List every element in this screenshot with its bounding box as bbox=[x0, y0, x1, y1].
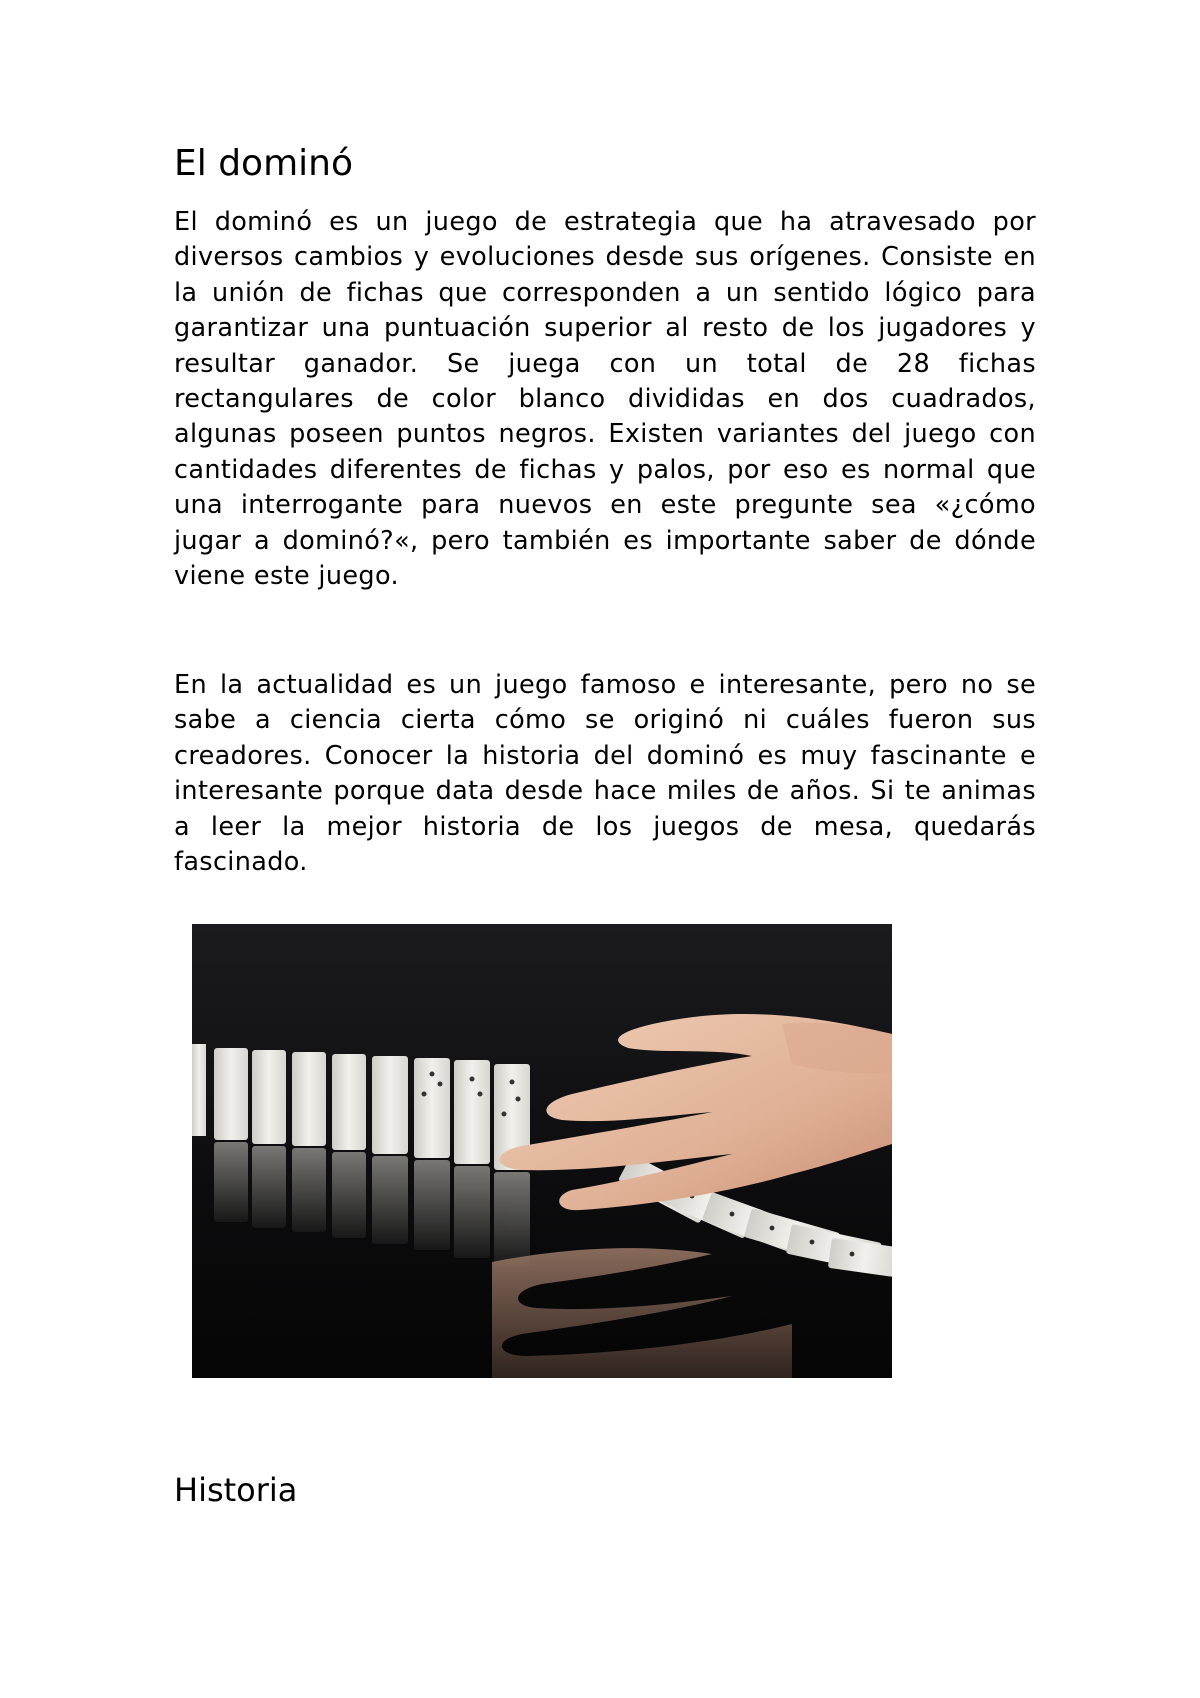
domino-photo bbox=[192, 924, 892, 1378]
document-title: El dominó bbox=[174, 143, 353, 184]
second-paragraph: En la actualidad es un juego famoso e interesante, pero no se sabe a ciencia cierta cómo se originó ni cuáles fueron sus creadores. Conocer la historia del dominó es muy fascinante e interesante porque data desde hace miles de años. Si te animas a leer la mejor historia de los juegos de mesa, quedarás fascinado. bbox=[174, 670, 1036, 878]
section-heading-historia: Historia bbox=[174, 1471, 298, 1509]
intro-paragraph: El dominó es un juego de estrategia que ha atravesado por diversos cambios y evoluciones desde sus orígenes. Consiste en la unión de fichas que corresponden a un sentido lógico para garantizar una puntuación superior al resto de los jugadores y resultar ganador. Se juega con un total de 28 fichas rectangulares de color blanco divididas en dos cuadrados, algunas poseen puntos negros. Existen variantes del juego con cantidades diferentes de fichas y palos, por eso es normal que una interrogante para nuevos en este pregunte sea «¿cómo jugar a dominó?«, pero también es importante saber de dónde viene este juego. bbox=[174, 207, 1036, 592]
